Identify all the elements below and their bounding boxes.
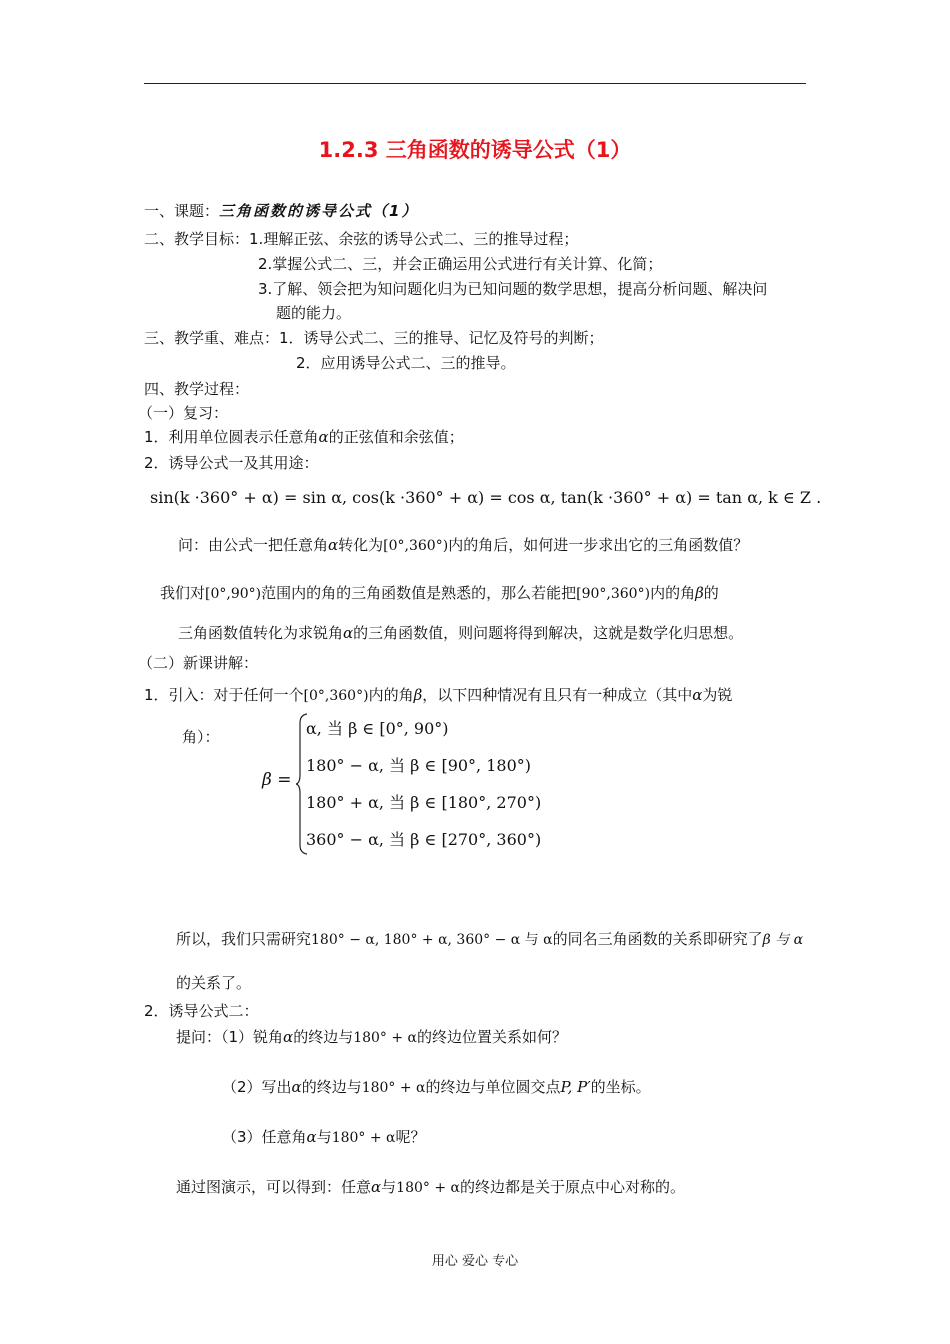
alpha-symbol: α — [291, 1078, 302, 1096]
interval-expr: [0°,360°) — [383, 538, 449, 554]
review-text: 1．利用单位圆表示任意角 — [144, 428, 319, 446]
ask-line-1 — [176, 1026, 567, 1047]
alpha-symbol: α — [371, 1178, 382, 1196]
key-point: 1．诱导公式二、三的推导、记忆及符号的判断； — [279, 329, 604, 347]
angle-expr: 180° + α — [353, 1030, 418, 1046]
beta-symbol: β — [413, 686, 423, 704]
piecewise-lhs: β = — [262, 770, 292, 790]
ask-text: 的终边与单位圆交点 — [425, 1078, 561, 1096]
topic-value: 三角函数的诱导公式（1） — [219, 202, 419, 220]
review-text: 的正弦值和余弦值； — [328, 428, 464, 446]
intro-text: 内的角 — [368, 686, 414, 704]
piecewise-case: 180° + α, 当 β ∈ [180°, 270°) — [306, 793, 542, 812]
paragraph-text: 三角函数值转化为求锐角 — [178, 624, 344, 642]
piecewise-case: 360° − α, 当 β ∈ [270°, 360°) — [306, 830, 542, 849]
interval-expr: [0°,90°) — [205, 586, 262, 602]
ask-text: 与 — [316, 1128, 332, 1146]
paragraph-text: 的三角函数值，则问题将得到解决，这就是数学化归思想。 — [353, 624, 744, 642]
formula-two-label: 2．诱导公式二： — [144, 1002, 259, 1020]
topic-line — [144, 200, 418, 221]
paragraph-text: 我们对 — [160, 584, 206, 602]
goals-label: 二、教学目标： — [144, 230, 250, 248]
alpha-symbol: α — [328, 536, 339, 554]
demo-text: 与 — [381, 1178, 397, 1196]
review-item-1 — [144, 426, 464, 447]
demo-text: 的终边都是关于原点中心对称的。 — [459, 1178, 685, 1196]
ask-text: （2）写出 — [222, 1078, 292, 1096]
question-text: 转化为 — [338, 536, 384, 554]
intro-line-2: 角）： — [182, 728, 220, 746]
paragraph-text: 范围内的角的三角函数值是熟悉的，那么若能把 — [261, 584, 577, 602]
point-labels: P, P′ — [560, 1078, 591, 1096]
conclusion-line-2: 的关系了。 — [176, 974, 252, 992]
paragraph-line — [178, 622, 743, 643]
ask-text: 呢？ — [395, 1128, 426, 1146]
alpha-symbol: α — [343, 624, 354, 642]
conclusion-line — [176, 928, 803, 949]
question-text: 内的角后，如何进一步求出它的三角函数值？ — [448, 536, 749, 554]
angle-expr: 180° − α, 180° + α, 360° − α 与 α — [311, 932, 553, 948]
alpha-symbol: α — [306, 1128, 317, 1146]
key-point: 2．应用诱导公式二、三的推导。 — [296, 354, 516, 372]
paragraph-text: 的 — [703, 584, 719, 602]
interval-expr: [90°,360°) — [576, 586, 651, 602]
process-label: 四、教学过程： — [144, 380, 250, 398]
formula-one: sin(k ·360° + α) = sin α, cos(k ·360° + α) = cos α, tan(k ·360° + α) = tan α, k ∈ Z . — [150, 488, 822, 507]
goal-item: 2.掌握公式二、三，并会正确运用公式进行有关计算、化简； — [258, 255, 663, 273]
alpha-symbol: α — [283, 1028, 294, 1046]
paragraph-text: 内的角 — [650, 584, 696, 602]
key-line-1 — [144, 327, 604, 348]
page-title: 1.2.3 三角函数的诱导公式（1） — [318, 138, 632, 162]
angle-expr: β 与 α — [762, 932, 804, 948]
angle-expr: 180° + α — [361, 1080, 426, 1096]
demo-text: 通过图演示，可以得到：任意 — [176, 1178, 372, 1196]
beta-symbol: β — [695, 584, 704, 602]
review-item-2: 2．诱导公式一及其用途： — [144, 454, 319, 472]
intro-text: 1．引入：对于任何一个 — [144, 686, 304, 704]
goal-item: 1.理解正弦、余弦的诱导公式二、三的推导过程； — [249, 230, 579, 248]
ask-text: 提问：（1）锐角 — [176, 1028, 284, 1046]
ask-text: （3）任意角 — [222, 1128, 307, 1146]
question-text: 问：由公式一把任意角 — [178, 536, 329, 554]
header-rule — [144, 83, 806, 84]
alpha-symbol: α — [692, 686, 703, 704]
paragraph-line — [160, 582, 719, 603]
goals-line-1 — [144, 228, 578, 249]
goal-item: 题的能力。 — [276, 304, 352, 322]
new-lesson-label: （二）新课讲解： — [138, 654, 259, 672]
piecewise-case: α, 当 β ∈ [0°, 90°) — [306, 719, 449, 738]
topic-label: 一、课题： — [144, 202, 220, 220]
alpha-symbol: α — [318, 428, 329, 446]
angle-expr: 180° + α — [396, 1180, 460, 1196]
ask-line-2 — [222, 1076, 651, 1097]
ask-text: 的坐标。 — [590, 1078, 651, 1096]
interval-expr: [0°,360°) — [303, 688, 369, 704]
conclusion-text: 所以，我们只需研究 — [176, 930, 312, 948]
demo-line — [176, 1176, 685, 1197]
question-line — [178, 534, 748, 555]
review-label: （一）复习： — [138, 404, 229, 422]
key-label: 三、教学重、难点： — [144, 329, 280, 347]
intro-text: 为锐 — [702, 686, 733, 704]
piecewise-case: 180° − α, 当 β ∈ [90°, 180°) — [306, 756, 532, 775]
conclusion-text: 的同名三角函数的关系即研究了 — [552, 930, 763, 948]
ask-text: 的终边位置关系如何？ — [417, 1028, 568, 1046]
page-footer: 用心 爱心 专心 — [431, 1254, 519, 1269]
ask-text: 的终边与 — [301, 1078, 362, 1096]
intro-line — [144, 684, 732, 705]
ask-line-3 — [222, 1126, 426, 1147]
angle-expr: 180° + α — [331, 1130, 396, 1146]
ask-text: 的终边与 — [293, 1028, 354, 1046]
goal-item: 3.了解、领会把为知问题化归为已知问题的数学思想，提高分析问题、解决问 — [258, 280, 768, 298]
intro-text: ，以下四种情况有且只有一种成立（其中 — [422, 686, 693, 704]
